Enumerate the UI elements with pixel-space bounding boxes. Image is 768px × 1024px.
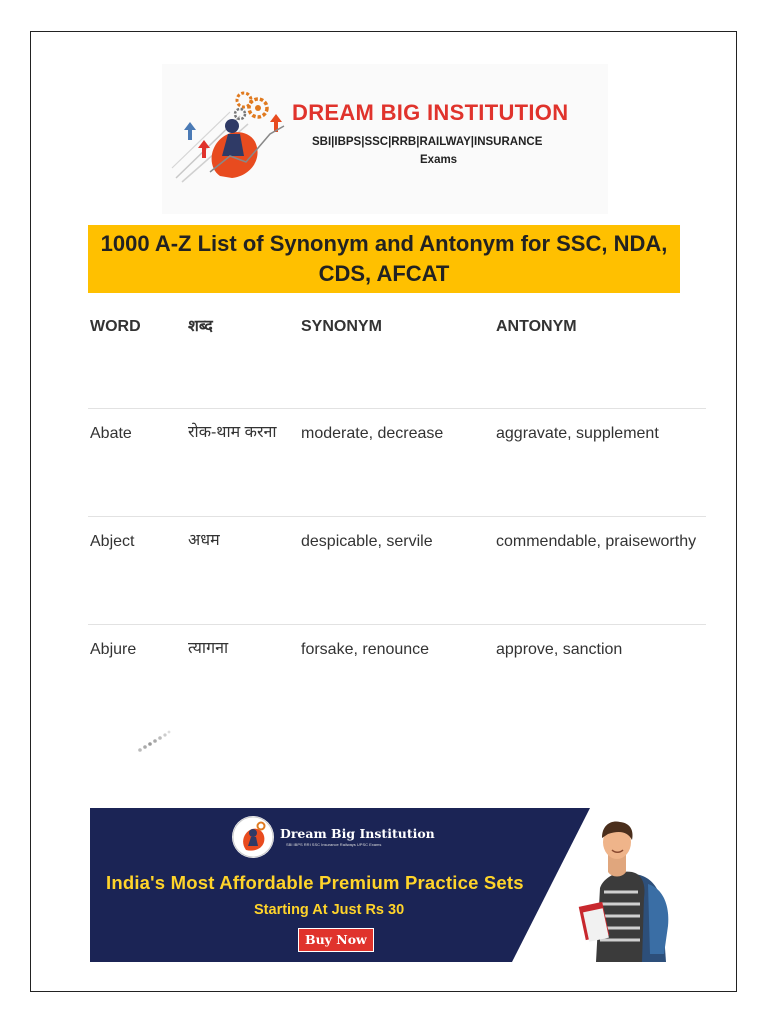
column-header-antonym: ANTONYM: [496, 318, 577, 335]
word-cell: Abjure: [90, 641, 137, 658]
table-row: [88, 408, 706, 516]
table-row: [88, 516, 706, 624]
page-title: 1000 A-Z List of Synonym and Antonym for SSC, NDA, CDS, AFCAT: [100, 231, 668, 286]
synonym-cell: forsake, renounce: [301, 641, 430, 658]
antonym-cell: approve, sanction: [496, 641, 623, 658]
column-header-word: WORD: [90, 318, 141, 335]
buy-now-button[interactable]: Buy Now: [298, 928, 374, 952]
student-illustration: [578, 814, 678, 962]
title-banner: [88, 225, 680, 293]
antonym-cell: commendable, praiseworthy: [496, 533, 697, 550]
hindi-cell: अधम: [188, 532, 220, 549]
table-row: [88, 624, 706, 732]
synonym-cell: moderate, decrease: [301, 425, 444, 442]
ad-price-line: Starting At Just Rs 30: [254, 902, 405, 918]
exam-list-suffix: Exams: [420, 154, 458, 166]
exam-list: SBI|IBPS|SSC|RRB|RAILWAY|INSURANCE: [312, 136, 543, 148]
antonym-cell: aggravate, supplement: [496, 425, 659, 442]
institution-logo-block: [162, 64, 608, 214]
hindi-cell: त्यागना: [188, 640, 229, 657]
ad-banner[interactable]: [90, 808, 680, 962]
ad-brand-name: Dream Big Institution: [280, 826, 435, 841]
table-header-row: [88, 300, 706, 408]
vocab-table: [88, 300, 706, 732]
column-header-synonym: SYNONYM: [301, 318, 382, 335]
ad-headline: India's Most Affordable Premium Practice Sets: [106, 872, 524, 893]
synonym-cell: despicable, servile: [301, 533, 433, 550]
loading-spinner-icon: [136, 728, 176, 756]
column-header-hindi: शब्द: [188, 318, 213, 335]
word-cell: Abate: [90, 425, 132, 442]
word-cell: Abject: [90, 533, 135, 550]
hindi-cell: रोक-थाम करना: [188, 424, 277, 441]
ad-brand-subtitle: SBI IBPS RRI SSC Insurance Railways UPSC Exams: [286, 842, 382, 847]
institution-logo-icon: [170, 86, 288, 186]
ad-logo-icon: [232, 816, 274, 858]
institution-name: DREAM BIG INSTITUTION: [292, 100, 569, 125]
